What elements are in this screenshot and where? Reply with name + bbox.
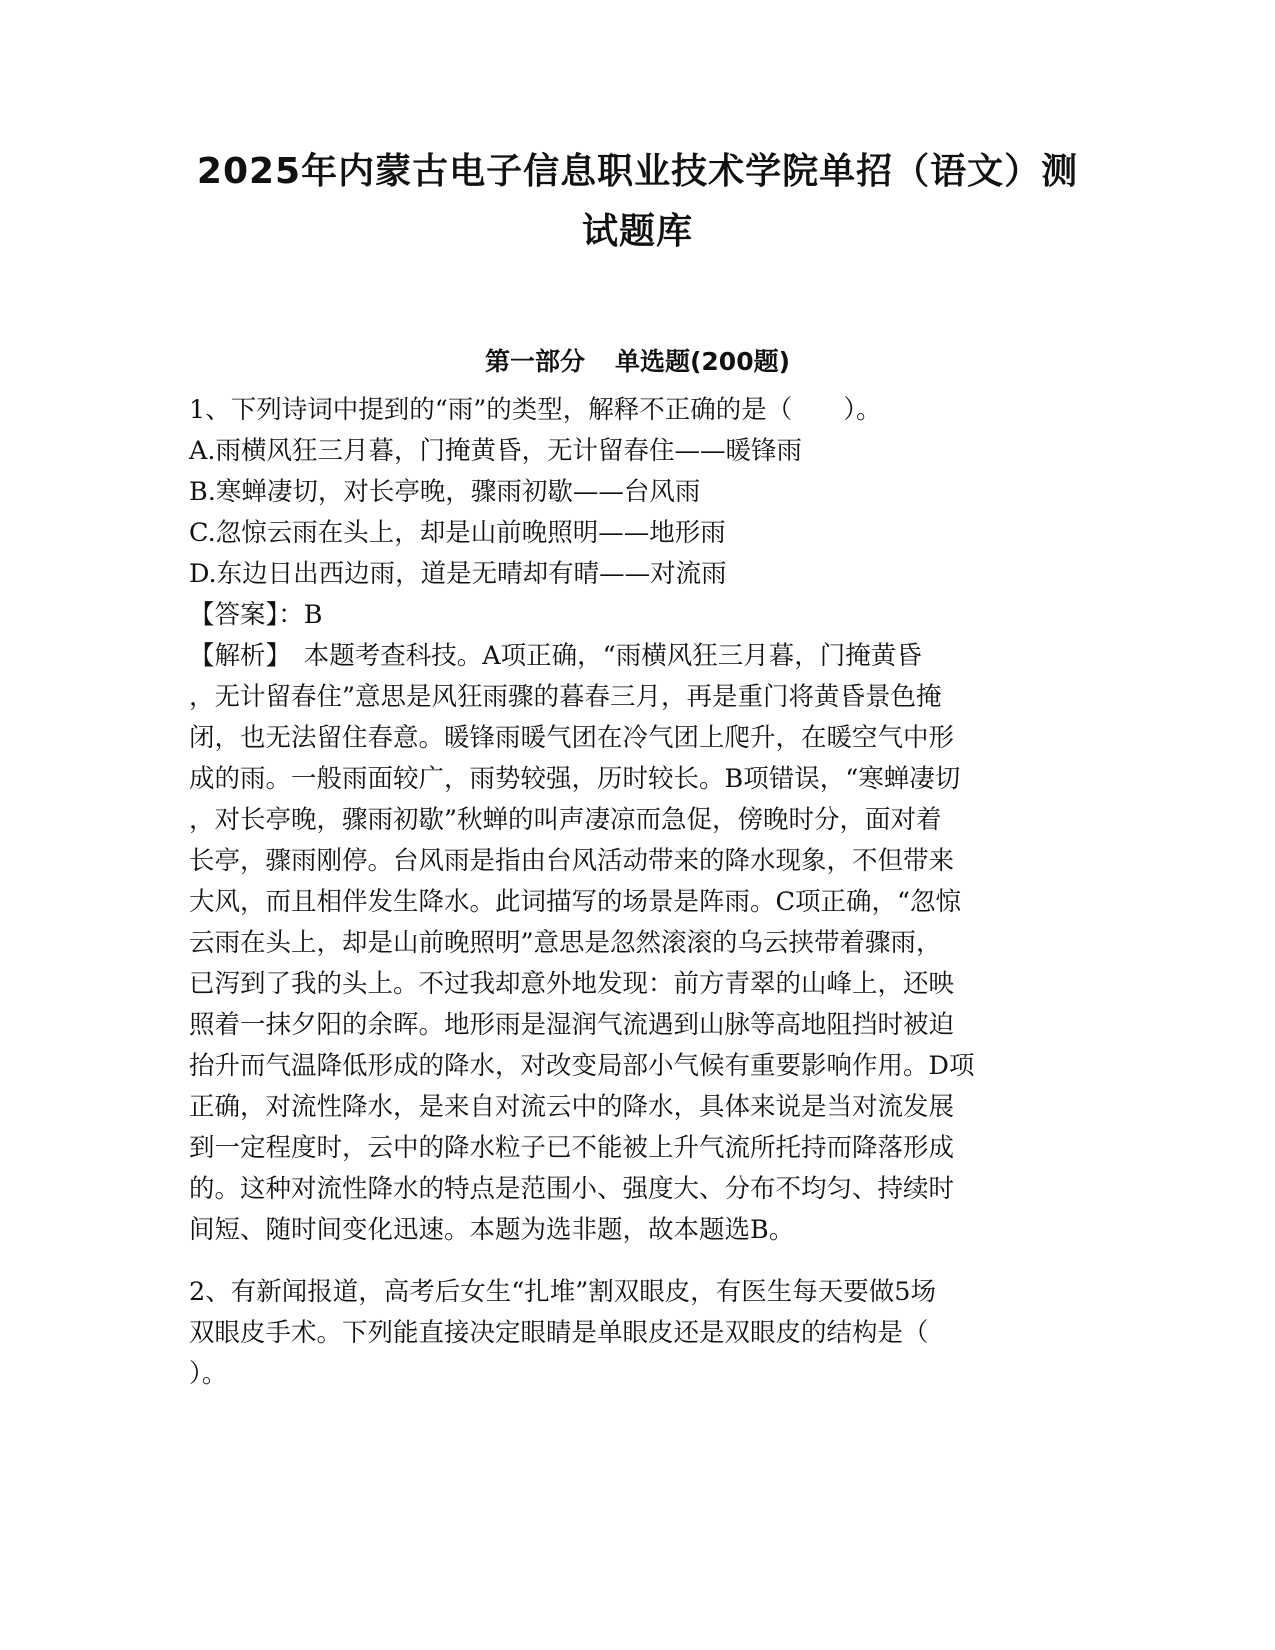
answer: 【答案】：B <box>189 600 323 630</box>
question-stem: 1、下列诗词中提到的“雨”的类型，解释不正确的是（ ）。 <box>189 395 882 425</box>
question-stem-line: 2、有新闻报道，高考后女生“扎堆”割双眼皮，有医生每天要做5场 <box>189 1277 937 1307</box>
document-title <box>150 142 1125 262</box>
analysis-line: 云雨在头上，却是山前晚照明”意思是忽然滚滚的乌云挟带着骤雨， <box>189 928 942 958</box>
option-c: C.忽惊云雨在头上，却是山前晚照明——地形雨 <box>189 518 726 548</box>
analysis-line: ，对长亭晚，骤雨初歇”秋蝉的叫声凄凉而急促，傍晚时分，面对着 <box>189 805 942 835</box>
analysis-line: 【解析】 本题考查科技。A项正确，“雨横风狂三月暮，门掩黄昏 <box>189 641 922 671</box>
analysis-line: 已泻到了我的头上。不过我却意外地发现：前方青翠的山峰上，还映 <box>189 969 955 999</box>
question-stem-line: ）。 <box>189 1359 228 1389</box>
option-a: A.雨横风狂三月暮，门掩黄昏，无计留春住——暖锋雨 <box>189 436 803 466</box>
analysis-line: ，无计留春住”意思是风狂雨骤的暮春三月，再是重门将黄昏景色掩 <box>189 682 942 712</box>
analysis-line: 抬升而气温降低形成的降水，对改变局部小气候有重要影响作用。D项 <box>189 1051 975 1081</box>
analysis-line: 成的雨。一般雨面较广，雨势较强，历时较长。B项错误，“寒蝉凄切 <box>189 764 961 794</box>
section-name: 单选题(200题) <box>614 347 791 376</box>
analysis-line: 大风，而且相伴发生降水。此词描写的场景是阵雨。C项正确，“忽惊 <box>189 887 962 917</box>
analysis-line: 到一定程度时，云中的降水粒子已不能被上升气流所托持而降落形成 <box>189 1133 955 1163</box>
analysis-line: 间短、随时间变化迅速。本题为选非题，故本题选B。 <box>189 1215 795 1245</box>
analysis-line: 照着一抹夕阳的余晖。地形雨是湿润气流遇到山脉等高地阻挡时被迫 <box>189 1010 955 1040</box>
section-part: 第一部分 <box>484 347 585 376</box>
option-d: D.东边日出西边雨，道是无晴却有晴——对流雨 <box>189 559 727 589</box>
section-heading <box>150 345 1125 379</box>
analysis-line: 长亭，骤雨刚停。台风雨是指由台风活动带来的降水现象，不但带来 <box>189 846 955 876</box>
title-line-2: 试题库 <box>581 211 693 252</box>
analysis-line: 正确，对流性降水，是来自对流云中的降水，具体来说是当对流发展 <box>189 1092 955 1122</box>
option-b: B.寒蝉凄切，对长亭晚，骤雨初歇——台风雨 <box>189 477 701 507</box>
analysis-line: 闭，也无法留住春意。暖锋雨暖气团在冷气团上爬升，在暖空气中形 <box>189 723 955 753</box>
analysis-line: 的。这种对流性降水的特点是范围小、强度大、分布不均匀、持续时 <box>189 1174 955 1204</box>
question-stem-line: 双眼皮手术。下列能直接决定眼睛是单眼皮还是双眼皮的结构是（ <box>189 1318 929 1348</box>
title-line-1: 2025年内蒙古电子信息职业技术学院单招（语文）测 <box>196 151 1079 192</box>
